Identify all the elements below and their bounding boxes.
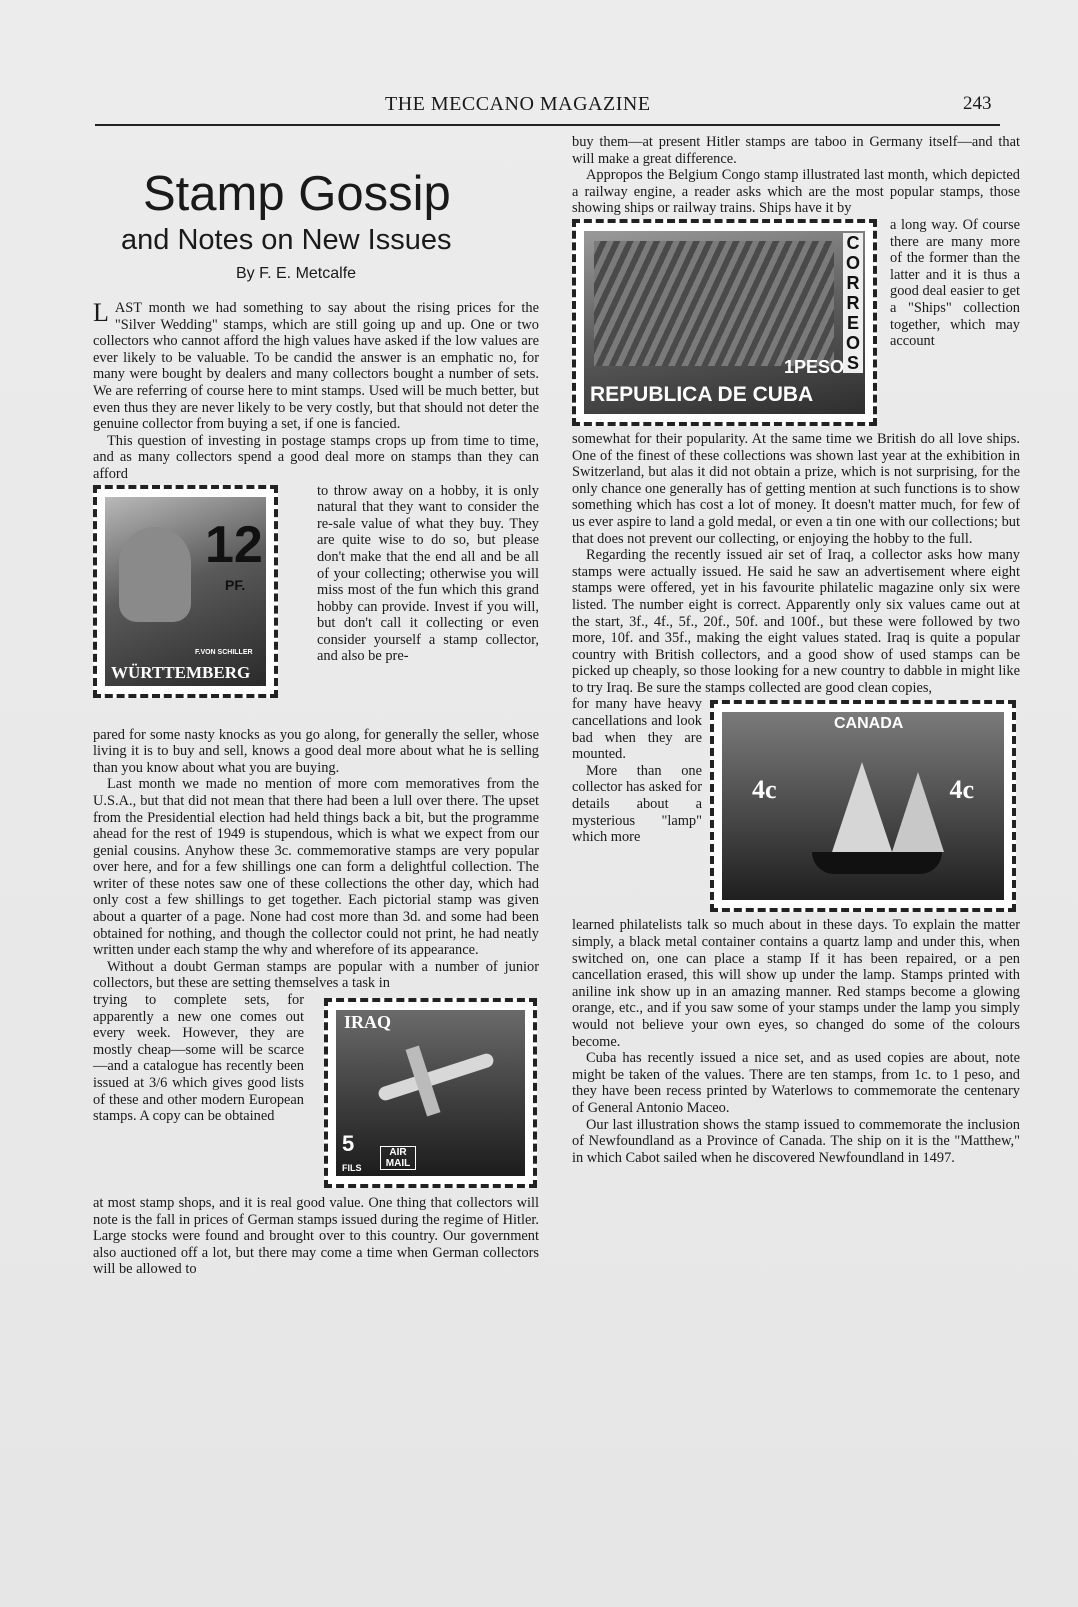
canada-stamp-slot — [710, 700, 1020, 915]
stamp-airmail-label: AIR MAIL — [380, 1146, 416, 1170]
paragraph: Cuba has recently issued a nice set, and as used copies are about, note might be taken of the values. There are ten stamps, from 1c. to 1 peso, and they have been recess printed by Waterlows to commemorate the centenary of General Antonio Maceo. — [572, 1050, 1020, 1116]
paragraph: somewhat for their popularity. At the same time we British do all love ships. One of the finest of these collections was shown last year at the exhibition in Switzerland, but alas it did not obtain a prize, which is not surprising, for the only chance one generally has of getting mention at such functions is to show something which has cost a lot of money. It doesn't matter much, for few of us ever aspire to land a gold medal, or even a tin one with our collections; but that does not prevent our collecting, or enjoying the hobby to the full. — [572, 430, 1020, 547]
right-column — [572, 134, 1020, 1166]
paragraph: Last month we made no mention of more com memoratives from the U.S.A., but that did not mean that there had been a lull over there. The upset from the Presidential election had held things back a bit, but the programme ahead for the rest of 1949 is stupendous, which is what we expect from our genial cousins. Anyhow these 3c. commemorative stamps are very popular over here, and for a few shillings one can form a delightful collection. The writer of these notes saw one of these collections the other day, which had only cost a few shillings to get together. Each pictorial stamp was given about a quarter of a page. None had cost more than 3d. and some had been obtained for nothing, and though the collector could not print, he had neatly written under each stamp the why and wherefore of its appearance. — [93, 776, 539, 959]
battle-scene — [594, 241, 834, 366]
ship-sail — [892, 772, 944, 852]
stamp-unit: PF. — [225, 576, 246, 593]
header-rule — [95, 124, 1000, 126]
iraq-stamp-image — [324, 998, 537, 1188]
stamp-value: 12 — [205, 515, 263, 574]
stamp-country: CANADA — [834, 715, 904, 733]
ship-hull — [812, 852, 942, 874]
stamp-signature: F.VON SCHILLER — [195, 648, 253, 656]
paragraph: More than one collector has asked for details about a mysterious "lamp" which more — [572, 762, 702, 846]
stamp-value: 5 — [342, 1131, 355, 1157]
paragraph: a long way. Of course there are many more of the former than the latter and it is thus a good deal easier to get a "Ships" collection together, which may account — [890, 216, 1020, 350]
paragraph: This question of investing in postage stamps crops up from time to time, and as many collectors spend a good deal more on stamps than they can afford — [93, 432, 539, 482]
paragraph: trying to complete sets, for apparently a new one comes out every week. However, they are mostly cheap—some will be scarce—and a catalogue has recently been issued at 3/6 which gives good lists of these and other modern European stamps. A copy can be obtained — [93, 992, 304, 1125]
paragraph: to throw away on a hobby, it is only natural that they want to consider the re-sale value of what they buy. They are quite wise to do so, but please don't make that the end all and be all of your collecting; otherwise you will miss most of the fun which this grand hobby can provide. Invest if you will, but don't call it collecting or even consider yourself a stamp collector, and also be pre- — [317, 482, 539, 665]
paragraph: pared for some nasty knocks as you go along, for generally the seller, whose living it is to buy and sell, knows a good deal more about what he is selling than you know about what you are buying. — [93, 726, 539, 776]
paragraph: Our last illustration shows the stamp issued to commemorate the inclusion of Newfoundland as a Province of Canada. The ship on it is the "Matthew," in which Cabot sailed when he discovered Newfoundland in 1497. — [572, 1116, 1020, 1166]
stamp-vertical-text: CORREOS — [843, 233, 863, 373]
wurttemberg-stamp-slot — [93, 485, 303, 725]
stamp-country: WÜRTTEMBERG — [111, 662, 251, 682]
article-title: Stamp Gossip — [143, 167, 451, 221]
paragraph: learned philatelists talk so much about in these days. To explain the matter simply, a black metal container contains a quartz lamp and under this, when switched on, one can place a stamp If it has been repaired, or a pen cancellation erased, this will show up under the lamp. Stamps printed with aniline ink show up in an amazing manner. Red stamps become a glowing orange, etc., and if you saw some of your stamps under the lamp you simply would not believe your own eyes, so changed do some of the colours become. — [572, 917, 1020, 1050]
cuba-stamp-slot — [572, 219, 882, 429]
article-subtitle: and Notes on New Issues — [121, 224, 452, 256]
left-column — [93, 300, 539, 1278]
ship-sail — [832, 762, 892, 852]
article-byline: By F. E. Metcalfe — [236, 265, 357, 282]
iraq-stamp-slot — [314, 998, 539, 1193]
stamp-value-right: 4c — [949, 775, 974, 805]
paragraph: Appropos the Belgium Congo stamp illustrated last month, which depicted a railway engine, a reader asks which are the most popular stamps, those showing ships or railway trains. Ships have it by — [572, 167, 1020, 217]
stamp-country: REPUBLICA DE CUBA — [590, 382, 814, 406]
magazine-title: THE MECCANO MAGAZINE — [385, 93, 651, 115]
stamp-unit: FILS — [342, 1163, 362, 1174]
cuba-stamp-image — [572, 219, 877, 426]
paragraph: at most stamp shops, and it is real good value. One thing that collectors will note is the fall in prices of German stamps issued during the regime of Hitler. Large stocks were found and brought over to this country. Our government also auctioned off a lot, but there may come a time when German collectors will be allowed to — [93, 1195, 539, 1278]
airplane-shape — [377, 1052, 495, 1102]
stamp-value: 1PESO — [784, 356, 845, 377]
stamp-value-left: 4c — [752, 775, 777, 805]
paragraph: Regarding the recently issued air set of Iraq, a collector asks how many stamps were actually issued. He said he saw an advertisement where eight stamps were offered, yet in his favourite philatelic magazine only six were listed. The number eight is correct. Apparently only six values came out at the start, 3f., 4f., 5f., 20f., 50f. and 100f., but these were followed by two more, 10f. and 35f., making the eight values stated. Iraq is quite a popular country with British collectors, and a good show of used stamps can be picked up cheaply, so those looking for a new country to dabble in might like to try Iraq. Be sure the stamps collected are good clean copies, — [572, 547, 1020, 696]
portrait-shape — [119, 527, 191, 622]
paragraph: Without a doubt German stamps are popular with a number of junior collectors, but these are setting themselves a task in — [93, 958, 539, 992]
paragraph: LAST month we had something to say about the rising prices for the "Silver Wedding" stamps, which are still going up and up. One or two collectors who cannot afford the high values have asked if the low values are ever likely to be valuable. To be candid the answer is an emphatic no, for many were bought by dealers and many collectors bought a number of sets. We are referring of course here to mint stamps. Used will be much better, but even thus they are never likely to be very costly, but that should not deter the genuine collector from buying a set, if one is fancied. — [93, 298, 539, 433]
stamp-country: IRAQ — [344, 1012, 392, 1033]
wurttemberg-stamp-image — [93, 485, 278, 698]
canada-stamp-image — [710, 700, 1016, 912]
page-number: 243 — [963, 93, 992, 114]
paragraph: for many have heavy cancellations and look bad when they are mounted. — [572, 696, 702, 763]
paragraph: buy them—at present Hitler stamps are taboo in Germany itself—and that will make a great difference. — [572, 134, 1020, 167]
